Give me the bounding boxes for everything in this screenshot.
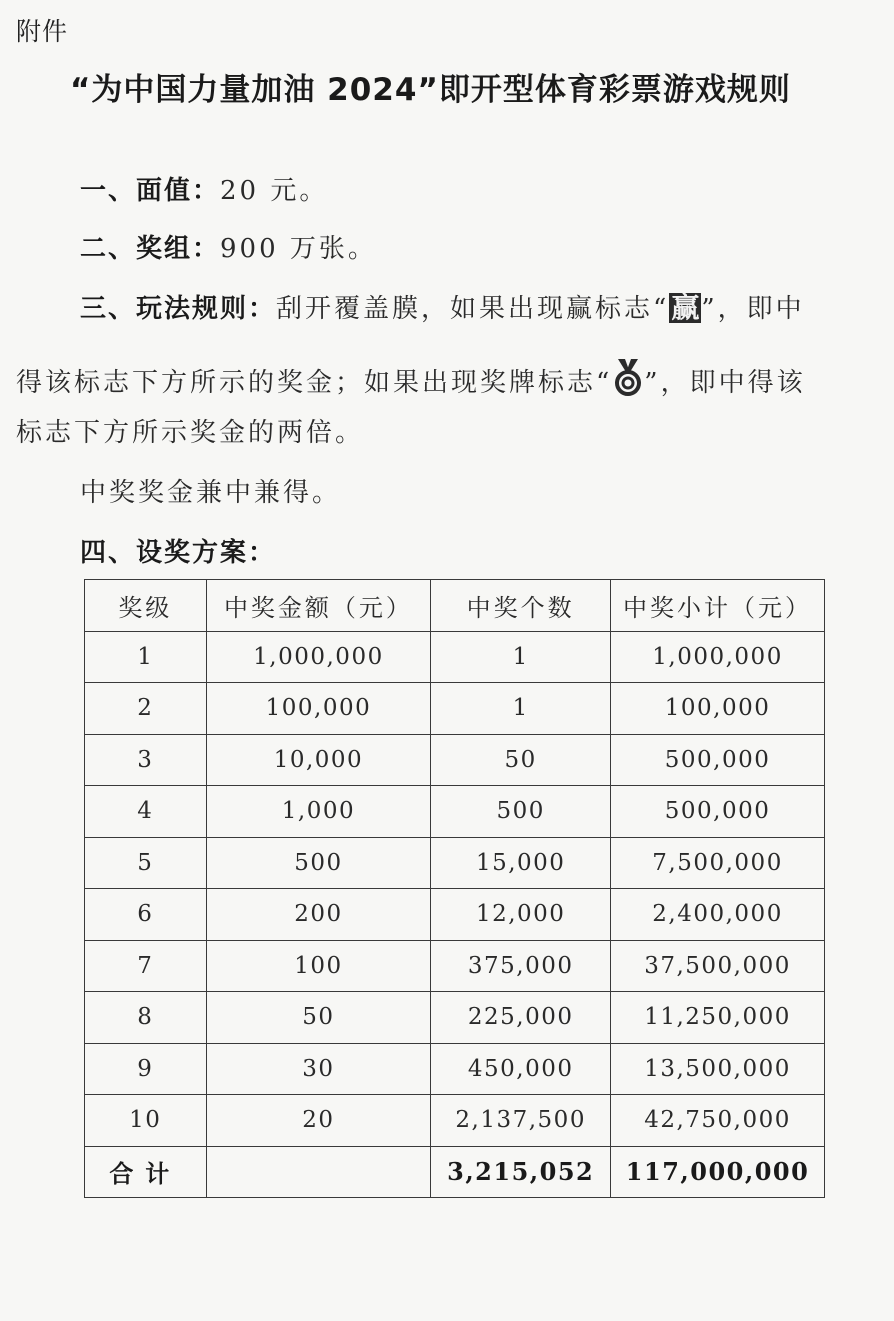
cell-count: 500 — [431, 786, 611, 838]
cell-amount: 50 — [206, 992, 431, 1044]
header-prize-level: 奖级 — [85, 580, 207, 632]
rule-prize-group-text: 900 万张。 — [220, 234, 377, 264]
cell-subtotal: 42,750,000 — [611, 1095, 825, 1147]
cell-subtotal: 13,500,000 — [611, 1043, 825, 1095]
total-count: 3,215,052 — [431, 1146, 611, 1198]
cell-amount: 20 — [206, 1095, 431, 1147]
header-prize-subtotal: 中奖小计（元） — [611, 580, 825, 632]
table-row — [85, 631, 825, 683]
header-prize-amount: 中奖金额（元） — [206, 580, 431, 632]
table-row — [85, 837, 825, 889]
rule-face-value-label: 一、面值： — [80, 176, 221, 206]
table-row — [85, 786, 825, 838]
cell-count: 1 — [431, 631, 611, 683]
cell-count: 1 — [431, 683, 611, 735]
cell-amount: 100,000 — [206, 683, 431, 735]
cell-count: 225,000 — [431, 992, 611, 1044]
prize-scheme-label: 四、设奖方案： — [80, 538, 277, 568]
rule-play-rules-text-1: 刮开覆盖膜，如果出现赢标志“ — [276, 294, 670, 324]
cell-subtotal: 1,000,000 — [611, 631, 825, 683]
cell-level: 4 — [85, 786, 207, 838]
rule-play-rules-line-2 — [16, 357, 806, 399]
medal-icon — [612, 357, 644, 397]
rule-play-rules-text-5: 标志下方所示奖金的两倍。 — [16, 418, 365, 448]
rule-face-value — [80, 170, 328, 207]
cell-level: 8 — [85, 992, 207, 1044]
cell-level: 3 — [85, 734, 207, 786]
cell-level: 10 — [85, 1095, 207, 1147]
table-row — [85, 734, 825, 786]
table-header-row — [85, 580, 825, 632]
cell-count: 375,000 — [431, 940, 611, 992]
cell-amount: 200 — [206, 889, 431, 941]
cell-amount: 1,000 — [206, 786, 431, 838]
cell-level: 2 — [85, 683, 207, 735]
rule-play-rules — [80, 288, 805, 325]
total-amount — [206, 1146, 431, 1198]
cell-amount: 30 — [206, 1043, 431, 1095]
total-label: 合计 — [85, 1146, 207, 1198]
cell-subtotal: 500,000 — [611, 734, 825, 786]
prize-table — [84, 579, 825, 1198]
rule-face-value-text: 20 元。 — [220, 176, 329, 206]
cell-count: 450,000 — [431, 1043, 611, 1095]
cell-count: 15,000 — [431, 837, 611, 889]
table-row — [85, 889, 825, 941]
rule-play-rules-label: 三、玩法规则： — [80, 294, 277, 324]
cell-count: 2,137,500 — [431, 1095, 611, 1147]
rule-play-rules-text-4: ”，即中得该 — [644, 368, 806, 398]
document-title: “为中国力量加油 2024”即开型体育彩票游戏规则 — [70, 72, 791, 108]
cell-amount: 500 — [206, 837, 431, 889]
cell-amount: 1,000,000 — [206, 631, 431, 683]
cell-subtotal: 500,000 — [611, 786, 825, 838]
cell-subtotal: 37,500,000 — [611, 940, 825, 992]
win-symbol-icon: 赢 — [671, 291, 700, 324]
cell-subtotal: 7,500,000 — [611, 837, 825, 889]
cell-subtotal: 11,250,000 — [611, 992, 825, 1044]
cell-subtotal: 2,400,000 — [611, 889, 825, 941]
attachment-label: 附件 — [16, 17, 69, 46]
total-subtotal: 117,000,000 — [611, 1146, 825, 1198]
cell-count: 12,000 — [431, 889, 611, 941]
rule-play-rules-text-3: 得该标志下方所示的奖金；如果出现奖牌标志“ — [16, 368, 613, 398]
cell-level: 5 — [85, 837, 207, 889]
table-row — [85, 1095, 825, 1147]
cell-level: 6 — [85, 889, 207, 941]
cell-level: 1 — [85, 631, 207, 683]
cell-level: 7 — [85, 940, 207, 992]
rule-play-rules-line-3 — [16, 412, 364, 449]
table-row — [85, 940, 825, 992]
table-row — [85, 1043, 825, 1095]
table-total-row — [85, 1146, 825, 1198]
cell-amount: 10,000 — [206, 734, 431, 786]
stacking-note: 中奖奖金兼中兼得。 — [80, 478, 342, 508]
cell-amount: 100 — [206, 940, 431, 992]
cell-count: 50 — [431, 734, 611, 786]
cell-level: 9 — [85, 1043, 207, 1095]
table-row — [85, 683, 825, 735]
rule-prize-group — [80, 228, 377, 265]
rule-prize-group-label: 二、奖组： — [80, 234, 221, 264]
table-row — [85, 992, 825, 1044]
header-prize-count: 中奖个数 — [431, 580, 611, 632]
prize-scheme-heading — [80, 532, 276, 569]
rule-play-rules-text-2: ”，即中 — [701, 294, 805, 324]
cell-subtotal: 100,000 — [611, 683, 825, 735]
